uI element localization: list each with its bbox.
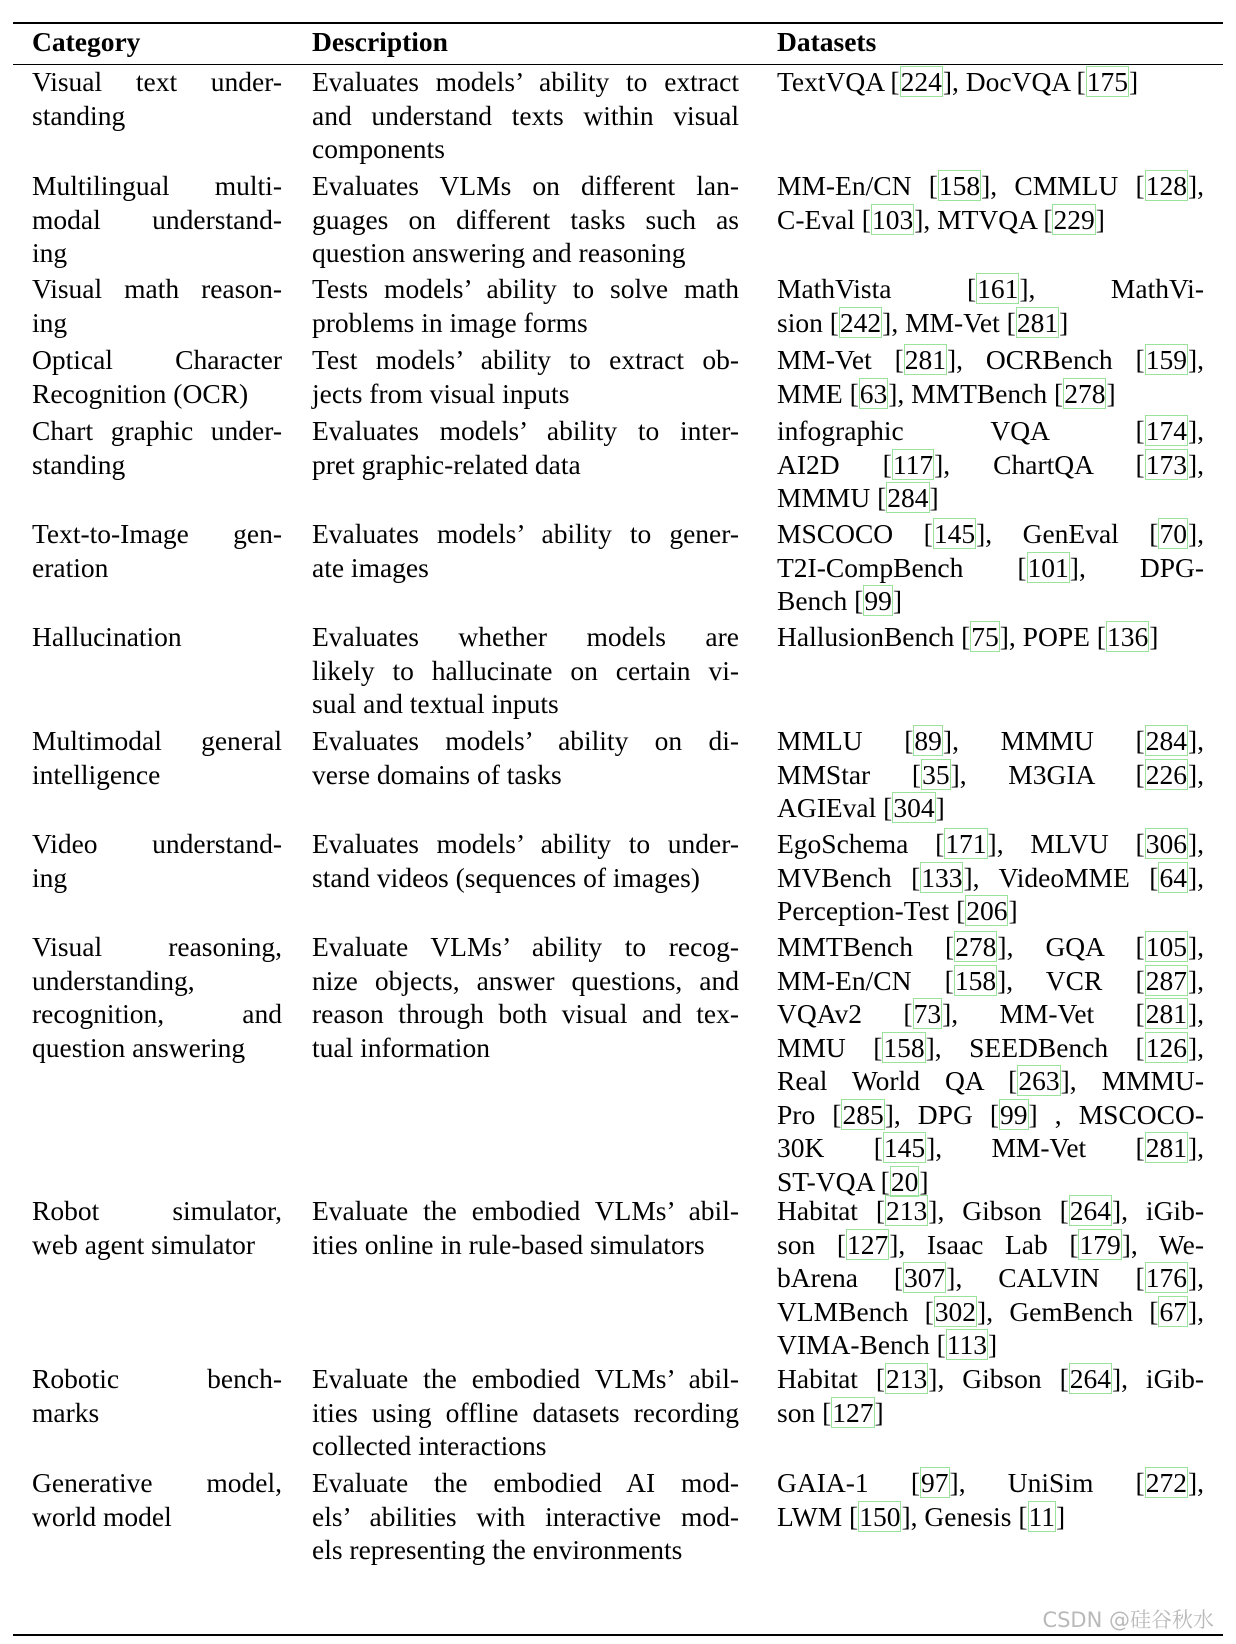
dataset-text: Perception-Test [777,895,957,926]
category-cell [32,930,282,1064]
citation-link[interactable]: 206 [966,895,1008,926]
datasets-cell [777,930,1204,1198]
citation-link[interactable]: 161 [977,273,1019,304]
datasets-line: VQAv2 [73], MM-Vet [281], [777,998,1204,1029]
citation-link[interactable]: 35 [922,758,950,790]
category-line: ing [32,306,68,338]
dataset-text: , POPE [1008,621,1097,652]
dataset-text: , UniSim [958,1467,1136,1498]
category-cell [32,169,282,270]
description-line: ate images [312,551,429,583]
category-line: Video understand- [32,828,282,859]
citation-link[interactable]: 89 [914,725,942,756]
category-cell [32,620,282,654]
citation-link[interactable]: 63 [859,377,888,409]
category-line: standing [32,99,126,131]
datasets-line: MM-En/CN [158], CMMLU [128], [777,170,1204,201]
description-cell [312,517,739,584]
dataset-text: , CALVIN [955,1262,1136,1293]
dataset-text: , iGib- [1121,1363,1204,1394]
citation-link[interactable]: 145 [883,1132,926,1163]
citation-link[interactable]: 213 [886,1363,928,1394]
description-line: tual information [312,1031,490,1063]
category-line: Multilingual multi- [32,170,282,201]
dataset-text: , VCR [1006,964,1136,996]
description-line: sual and textual inputs [312,688,559,719]
header-category: Category [32,26,141,57]
description-cell [312,620,739,721]
citation-link[interactable]: 117 [892,448,934,480]
dataset-text: , DPG- [1078,551,1204,583]
category-cell [32,827,282,894]
citation-link[interactable]: 105 [1145,931,1187,962]
dataset-text: , GemBench [986,1295,1150,1327]
dataset-text: , GenEval [985,518,1150,549]
citation-link[interactable]: 281 [1145,998,1187,1029]
dataset-text: , SEEDBench [934,1031,1136,1063]
description-cell [312,414,739,481]
dataset-text: , [1197,861,1204,893]
category-cell [32,517,282,584]
dataset-text: MME [777,377,850,409]
dataset-text: MMTBench [777,931,945,962]
datasets-cell [777,1362,1204,1429]
description-line: Evaluate VLMs’ ability to recog- [312,931,739,962]
category-line: Optical Character [32,344,282,375]
dataset-text: , [1197,725,1205,756]
dataset-text: sion [777,306,830,338]
dataset-text: , Gibson [937,1195,1060,1226]
datasets-line: MM-Vet [281], OCRBench [159], [777,344,1204,375]
datasets-line: son [127], Isaac Lab [179], We- [777,1228,1205,1260]
citation-link[interactable]: 242 [839,306,882,338]
description-line: Evaluates models’ ability to inter- [312,415,739,446]
citation-link[interactable]: 179 [1079,1228,1121,1260]
citation-link[interactable]: 264 [1069,1195,1111,1226]
description-line: Evaluates models’ ability to under- [312,828,739,859]
category-line: Visual text under- [32,66,282,97]
dataset-text: HallusionBench [777,621,962,652]
dataset-text: Habitat [777,1195,876,1226]
dataset-text: , MathVi- [1028,273,1204,304]
dataset-text: bArena [777,1262,894,1293]
category-line: understanding, [32,964,195,996]
dataset-text: MMStar [777,758,912,790]
category-cell [32,724,282,791]
category-line: standing [32,448,126,480]
datasets-line: ST-VQA [20] [777,1165,929,1197]
dataset-text: MM-En/CN [777,170,929,201]
dataset-text: , [1197,998,1204,1029]
dataset-text: EgoSchema [777,828,936,859]
dataset-text: ST-VQA [777,1165,881,1197]
header-datasets: Datasets [777,26,877,57]
description-cell [312,1362,739,1463]
citation-link[interactable]: 99 [1000,1098,1028,1130]
datasets-cell [777,1466,1204,1533]
category-cell [32,1466,282,1533]
citation-link[interactable]: 20 [890,1165,919,1197]
dataset-text: Habitat [777,1363,876,1394]
dataset-text: VQAv2 [777,998,904,1029]
dataset-text: , [1197,1031,1204,1063]
category-cell [32,272,282,339]
description-line: Evaluate the embodied AI mod- [312,1467,739,1498]
citation-link[interactable]: 99 [864,585,892,616]
category-line: intelligence [32,758,161,790]
datasets-line: Habitat [213], Gibson [264], iGib- [777,1195,1204,1226]
description-line: Evaluates whether models are [312,621,739,652]
datasets-line: MMU [158], SEEDBench [126], [777,1031,1204,1063]
category-line: Chart graphic under- [32,415,282,446]
description-line: and understand texts within visual [312,99,739,131]
citation-link[interactable]: 175 [1086,66,1128,97]
dataset-text: MSCOCO [777,518,924,549]
datasets-line: HallusionBench [75], POPE [136] [777,621,1159,652]
description-line: Tests models’ ability to solve math [312,273,739,304]
citation-link[interactable]: 229 [1053,203,1095,235]
description-line: els’ abilities with interactive mod- [312,1500,739,1532]
description-line: Evaluates models’ ability to gener- [312,518,739,549]
description-line: problems in image forms [312,306,588,338]
citation-link[interactable]: 302 [934,1295,977,1327]
citation-link[interactable]: 224 [900,66,942,97]
dataset-text: T2I-CompBench [777,551,1018,583]
citation-link[interactable]: 272 [1145,1467,1187,1498]
dataset-text: , iGib- [1121,1195,1204,1226]
description-cell [312,169,739,270]
description-line: Evaluates models’ ability to extract [312,66,739,97]
citation-link[interactable]: 67 [1159,1295,1187,1327]
category-line: Multimodal general [32,725,282,756]
header-description: Description [312,26,448,57]
datasets-line: MMMU [284] [777,482,939,513]
dataset-text: , [1197,1262,1204,1293]
datasets-line: GAIA-1 [97], UniSim [272], [777,1467,1204,1498]
category-cell [32,414,282,481]
datasets-cell [777,620,1204,654]
datasets-line: VIMA-Bench [113] [777,1329,998,1360]
datasets-cell [777,343,1204,410]
citation-link[interactable]: 281 [1016,306,1059,338]
description-line: Evaluates models’ ability on di- [312,725,739,756]
description-cell [312,724,739,791]
dataset-text: Bench [777,585,855,616]
citation-link[interactable]: 103 [871,203,914,235]
citation-link[interactable]: 284 [887,482,929,513]
category-line: Visual math reason- [32,273,282,304]
description-line: reason through both visual and tex- [312,998,739,1029]
datasets-line: sion [242], MM-Vet [281] [777,306,1069,338]
dataset-text: Pro [777,1098,833,1130]
description-line: likely to hallucinate on certain vi- [312,654,739,686]
datasets-line: MM-En/CN [158], VCR [287], [777,964,1204,996]
datasets-line: MSCOCO [145], GenEval [70], [777,518,1204,549]
datasets-line: son [127] [777,1396,884,1428]
dataset-text: MM-En/CN [777,964,945,996]
citation-link[interactable]: 127 [832,1396,874,1428]
dataset-text: , MSCOCO- [1037,1098,1205,1130]
datasets-line: Real World QA [263], MMMU- [777,1065,1204,1096]
dataset-text: , Isaac Lab [898,1228,1070,1260]
datasets-cell [777,414,1204,515]
datasets-line: bArena [307], CALVIN [176], [777,1262,1204,1293]
citation-link[interactable]: 158 [883,1031,925,1063]
category-line: Robot simulator, [32,1195,282,1226]
dataset-text: , MMMU [952,725,1136,756]
dataset-text: , MTVQA [923,203,1044,235]
citation-link[interactable]: 284 [1145,725,1187,756]
dataset-text: , [1197,518,1204,549]
dataset-text: , Gibson [937,1363,1060,1394]
category-line: Hallucination [32,621,182,652]
category-line: web agent simulator [32,1228,255,1260]
dataset-text: , [1197,1132,1204,1163]
description-line: ities using offline datasets recording [312,1396,739,1428]
datasets-line: 30K [145], MM-Vet [281], [777,1132,1204,1163]
description-cell [312,930,739,1064]
description-cell [312,827,739,894]
citation-link[interactable]: 128 [1145,170,1187,201]
description-line: components [312,133,445,164]
description-line: stand videos (sequences of images) [312,861,700,893]
description-line: verse domains of tasks [312,758,562,790]
datasets-cell [777,517,1204,618]
citation-link[interactable]: 145 [933,518,976,549]
description-line: question answering and reasoning [312,237,686,268]
dataset-text: , VideoMME [972,861,1150,893]
dataset-text: , DocVQA [952,66,1077,97]
citation-link[interactable]: 159 [1145,344,1187,375]
citation-link[interactable]: 263 [1018,1065,1060,1096]
citation-link[interactable]: 281 [1145,1132,1187,1163]
datasets-line: LWM [150], Genesis [11] [777,1500,1066,1532]
description-line: Test models’ ability to extract ob- [312,344,739,375]
datasets-line: Habitat [213], Gibson [264], iGib- [777,1363,1204,1394]
datasets-line: EgoSchema [171], MLVU [306], [777,828,1204,859]
citation-link[interactable]: 176 [1145,1262,1187,1293]
datasets-cell [777,272,1204,339]
dataset-text: , [1197,828,1204,859]
dataset-text: , MM-Vet [951,998,1136,1029]
description-line: guages on different tasks such as [312,203,739,235]
category-line: question answering [32,1031,246,1063]
description-line: Evaluate the embodied VLMs’ abil- [312,1363,739,1394]
dataset-text: , GQA [1006,931,1136,962]
citation-link[interactable]: 150 [859,1500,901,1532]
category-cell [32,65,282,132]
category-line: world model [32,1500,172,1532]
dataset-text: , [1197,1295,1204,1327]
category-line: Generative model, [32,1467,282,1498]
datasets-line: Bench [99] [777,585,902,616]
dataset-text: infographic VQA [777,415,1136,446]
citation-link[interactable]: 306 [1145,828,1187,859]
dataset-text: , MMTBench [897,377,1055,409]
datasets-cell [777,827,1204,928]
description-cell [312,1466,739,1567]
dataset-text: MM-Vet [777,344,895,375]
citation-link[interactable]: 158 [954,964,997,996]
category-line: modal understand- [32,203,282,235]
citation-link[interactable]: 127 [846,1228,889,1260]
citation-link[interactable]: 304 [893,792,935,823]
category-line: ing [32,237,68,268]
datasets-line: MVBench [133], VideoMME [64], [777,861,1204,893]
category-cell [32,1362,282,1429]
datasets-line: VLMBench [302], GemBench [67], [777,1295,1204,1327]
datasets-line: infographic VQA [174], [777,415,1204,446]
citation-link[interactable]: 171 [945,828,987,859]
citation-link[interactable]: 75 [971,621,999,652]
citation-link[interactable]: 174 [1145,415,1187,446]
datasets-line: MMStar [35], M3GIA [226], [777,758,1205,790]
dataset-text: AGIEval [777,792,884,823]
citation-link[interactable]: 285 [842,1098,884,1130]
category-line: eration [32,551,109,583]
datasets-line: MME [63], MMTBench [278] [777,377,1116,409]
description-line: Evaluates VLMs on different lan- [312,170,739,201]
citation-link[interactable]: 136 [1106,621,1149,652]
datasets-line: C-Eval [103], MTVQA [229] [777,203,1105,235]
dataset-text: son [777,1396,823,1428]
citation-link[interactable]: 278 [1064,377,1106,409]
dataset-text: LWM [777,1500,850,1532]
dataset-text: 30K [777,1132,874,1163]
description-line: jects from visual inputs [312,377,570,409]
datasets-line: Pro [285], DPG [99] , MSCOCO- [777,1098,1205,1130]
top-rule [13,22,1223,24]
category-cell [32,343,282,410]
citation-link[interactable]: 97 [921,1467,949,1498]
dataset-text: , [1197,170,1204,201]
citation-link[interactable]: 70 [1159,518,1187,549]
description-cell [312,1194,739,1261]
dataset-text: , [1197,758,1205,790]
citation-link[interactable]: 126 [1145,1031,1187,1063]
description-line: Evaluate the embodied VLMs’ abil- [312,1195,739,1226]
datasets-cell [777,1194,1204,1362]
dataset-text: VIMA-Bench [777,1329,937,1360]
description-line: pret graphic-related data [312,448,581,480]
category-line: Recognition (OCR) [32,377,249,409]
datasets-line: MMTBench [278], GQA [105], [777,931,1204,962]
dataset-text: , [1197,448,1204,480]
citation-link[interactable]: 101 [1027,551,1069,583]
citation-link[interactable]: 11 [1028,1500,1055,1532]
dataset-text: , [1197,964,1204,996]
description-line: nize objects, answer questions, and [312,964,739,996]
dataset-text: , MM-Vet [891,306,1007,338]
datasets-line: AGIEval [304] [777,792,945,823]
dataset-text: , [1197,1467,1204,1498]
datasets-line: T2I-CompBench [101], DPG- [777,551,1204,583]
bottom-rule [13,1634,1223,1636]
description-line: els representing the environments [312,1534,683,1565]
dataset-text: , We- [1130,1228,1205,1260]
dataset-text: , M3GIA [959,758,1136,790]
dataset-text: MMLU [777,725,905,756]
dataset-text: , MM-Vet [935,1132,1136,1163]
dataset-text: , [1197,415,1204,446]
category-cell [32,1194,282,1261]
datasets-line: TextVQA [224], DocVQA [175] [777,66,1139,97]
dataset-text: , MLVU [996,828,1136,859]
description-line: collected interactions [312,1430,547,1461]
dataset-text: , OCRBench [956,344,1136,375]
citation-link[interactable]: 264 [1069,1363,1111,1394]
dataset-text: AI2D [777,448,883,480]
dataset-text: VLMBench [777,1295,925,1327]
dataset-text: , Genesis [910,1500,1019,1532]
citation-link[interactable]: 226 [1145,758,1187,790]
watermark: CSDN @硅谷秋水 [1042,1608,1214,1632]
citation-link[interactable]: 73 [913,998,942,1029]
description-cell [312,272,739,339]
dataset-text: , ChartQA [943,448,1136,480]
citation-link[interactable]: 113 [946,1329,988,1360]
citation-link[interactable]: 281 [904,344,946,375]
datasets-cell [777,65,1204,99]
dataset-text: MMMU [777,482,878,513]
dataset-text: MMU [777,1031,874,1063]
datasets-line: MathVista [161], MathVi- [777,273,1204,304]
datasets-line: Perception-Test [206] [777,895,1018,926]
dataset-text: , [1197,931,1204,962]
dataset-text: , [1197,344,1204,375]
dataset-text: , CMMLU [990,170,1136,201]
dataset-text: Real World QA [777,1065,1009,1096]
category-line: ing [32,861,68,893]
dataset-text: TextVQA [777,66,891,97]
dataset-text: , MMMU- [1069,1065,1204,1096]
description-line: ities online in rule-based simulators [312,1228,705,1260]
dataset-text: MathVista [777,273,967,304]
dataset-text: , DPG [893,1098,990,1130]
category-line: marks [32,1396,100,1428]
citation-link[interactable]: 158 [938,170,981,201]
description-cell [312,65,739,166]
datasets-cell [777,724,1204,825]
category-line: Visual reasoning, [32,931,282,962]
description-cell [312,343,739,410]
citation-link[interactable]: 213 [886,1195,928,1226]
citation-link[interactable]: 287 [1145,964,1187,996]
dataset-text: C-Eval [777,203,862,235]
dataset-text: MVBench [777,861,912,893]
citation-link[interactable]: 133 [921,861,963,893]
category-line: recognition, and [32,998,282,1029]
datasets-cell [777,169,1204,236]
datasets-line: MMLU [89], MMMU [284], [777,725,1205,756]
citation-link[interactable]: 64 [1159,861,1187,893]
datasets-line: AI2D [117], ChartQA [173], [777,448,1204,480]
dataset-text: son [777,1228,837,1260]
dataset-text: GAIA-1 [777,1467,911,1498]
citation-link[interactable]: 278 [955,931,997,962]
category-line: Text-to-Image gen- [32,518,282,549]
citation-link[interactable]: 307 [904,1262,946,1293]
category-line: Robotic bench- [32,1363,282,1394]
citation-link[interactable]: 173 [1145,448,1187,480]
